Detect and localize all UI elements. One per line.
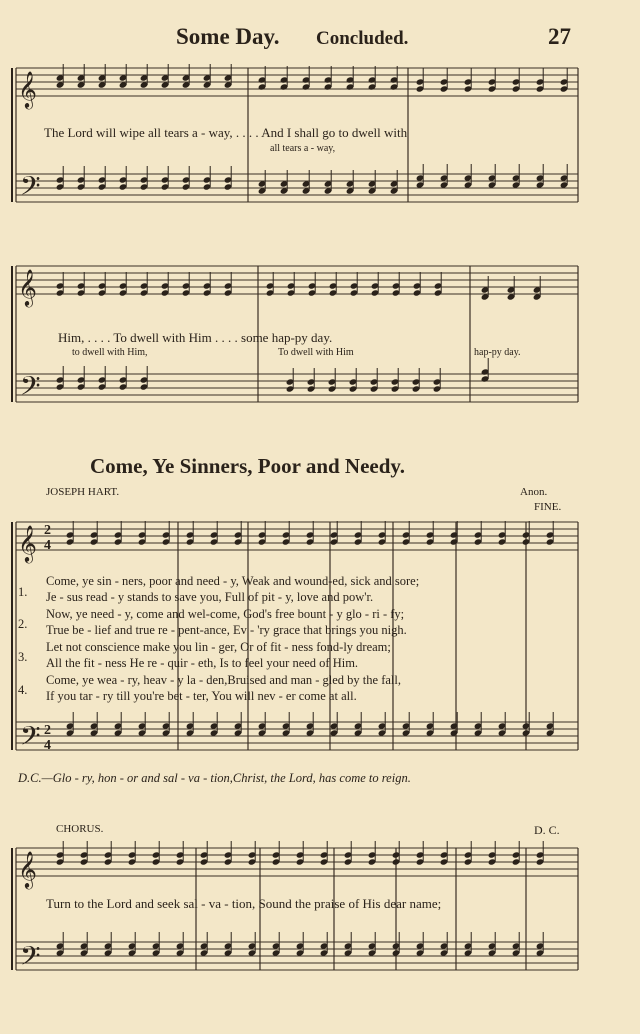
note: [272, 932, 281, 957]
note: [90, 521, 99, 546]
note: [536, 932, 545, 957]
bass-clef-icon: 𝄢: [20, 940, 41, 978]
note: [77, 166, 86, 191]
note: [512, 932, 521, 957]
note: [98, 366, 107, 391]
verse-line: All the fit - ness He re - quir - eth, Is to feel your need of Him.: [46, 656, 359, 670]
note: [481, 358, 490, 383]
note: [536, 164, 545, 189]
note: [302, 66, 311, 91]
verse-line: Je - sus read - y stands to save you, Full of pit - y, love and pow'r.: [46, 590, 374, 604]
note: [512, 164, 521, 189]
note: [56, 366, 65, 391]
note: [474, 712, 483, 737]
note: [440, 932, 449, 957]
note: [114, 521, 123, 546]
note: [258, 712, 267, 737]
note: [152, 841, 161, 866]
lyric-small: To dwell with Him: [278, 347, 354, 358]
note: [488, 932, 497, 957]
note: [392, 272, 401, 297]
note: [354, 521, 363, 546]
note: [416, 68, 425, 93]
note: [349, 368, 358, 393]
verse-line: Come, ye wea - ry, heav - y la - den,Bruised and man - gled by the fall,: [46, 673, 401, 687]
note: [162, 521, 171, 546]
note: [161, 272, 170, 297]
note: [90, 712, 99, 737]
note: [370, 368, 379, 393]
time-signature: 4: [44, 738, 51, 753]
note: [426, 712, 435, 737]
note: [320, 932, 329, 957]
note: [450, 521, 459, 546]
lyric-small: hap-py day.: [474, 347, 521, 358]
note: [56, 841, 65, 866]
note: [344, 932, 353, 957]
verse-number: 1.: [18, 585, 28, 599]
staff-treble-3: [16, 522, 578, 550]
note: [413, 272, 422, 297]
note: [324, 66, 333, 91]
note: [114, 712, 123, 737]
note: [248, 841, 257, 866]
verse-number: 3.: [18, 650, 28, 664]
note: [416, 932, 425, 957]
note: [210, 521, 219, 546]
note: [286, 368, 295, 393]
dc-line: D.C.—Glo - ry, hon - or and sal - va - tion,Christ, the Lord, has come to reign.: [18, 771, 411, 785]
note: [307, 368, 316, 393]
note: [433, 368, 442, 393]
note: [152, 932, 161, 957]
note: [224, 166, 233, 191]
note: [210, 712, 219, 737]
note: [266, 272, 275, 297]
note: [464, 932, 473, 957]
chorus-label: CHORUS.: [56, 823, 104, 835]
note: [412, 368, 421, 393]
note: [536, 841, 545, 866]
hymn-title: Come, Ye Sinners, Poor and Needy.: [90, 454, 405, 478]
note: [440, 841, 449, 866]
note: [56, 166, 65, 191]
note: [176, 841, 185, 866]
note: [104, 841, 113, 866]
note: [560, 68, 569, 93]
note: [350, 272, 359, 297]
note: [498, 521, 507, 546]
note: [234, 712, 243, 737]
note: [140, 366, 149, 391]
note: [66, 712, 75, 737]
note: [128, 841, 137, 866]
note: [546, 712, 555, 737]
note: [440, 164, 449, 189]
note: [296, 932, 305, 957]
bass-clef-icon: 𝄢: [20, 720, 41, 758]
note: [488, 164, 497, 189]
note: [464, 841, 473, 866]
note: [98, 166, 107, 191]
note: [162, 712, 171, 737]
note: [392, 841, 401, 866]
note: [161, 166, 170, 191]
note: [119, 366, 128, 391]
note: [128, 932, 137, 957]
note: [282, 712, 291, 737]
lyric-line: Him, . . . . To dwell with Him . . . . some hap-py day.: [58, 330, 333, 345]
note: [402, 712, 411, 737]
note: [98, 272, 107, 297]
note: [66, 521, 75, 546]
note: [306, 521, 315, 546]
lyric-line: The Lord will wipe all tears a - way, . . . . And I shall go to dwell with: [44, 125, 408, 140]
note: [119, 272, 128, 297]
note: [77, 272, 86, 297]
note: [306, 712, 315, 737]
note: [488, 841, 497, 866]
note: [464, 68, 473, 93]
note: [280, 66, 289, 91]
note: [378, 521, 387, 546]
time-signature: 2: [44, 523, 51, 538]
note: [371, 272, 380, 297]
note: [203, 166, 212, 191]
note: [329, 272, 338, 297]
note: [200, 841, 209, 866]
note: [56, 932, 65, 957]
note: [378, 712, 387, 737]
note: [434, 272, 443, 297]
note: [234, 521, 243, 546]
note: [200, 932, 209, 957]
note: [104, 932, 113, 957]
time-signature: 2: [44, 723, 51, 738]
staff-bass-3: [16, 722, 578, 750]
note: [272, 841, 281, 866]
note: [390, 66, 399, 91]
treble-clef-icon: 𝄞: [18, 268, 37, 306]
note: [512, 841, 521, 866]
note: [416, 164, 425, 189]
bass-clef-icon: 𝄢: [20, 170, 41, 208]
song-title: Some Day.: [176, 24, 280, 49]
note: [138, 712, 147, 737]
note: [344, 841, 353, 866]
dc-mark: D. C.: [534, 823, 560, 837]
note: [186, 712, 195, 737]
note: [287, 272, 296, 297]
note: [560, 164, 569, 189]
note: [474, 521, 483, 546]
note: [354, 712, 363, 737]
note: [426, 521, 435, 546]
note: [182, 272, 191, 297]
note: [203, 272, 212, 297]
note: [258, 521, 267, 546]
note: [224, 272, 233, 297]
note: [440, 68, 449, 93]
verse-line: Come, ye sin - ners, poor and need - y, Weak and wound-ed, sick and sore;: [46, 574, 420, 588]
note: [368, 66, 377, 91]
note: [138, 521, 147, 546]
verse-line: Now, ye need - y, come and wel-come, God's free bount - y glo - ri - fy;: [46, 607, 405, 621]
staff-treble-2: [16, 266, 578, 294]
note: [140, 272, 149, 297]
note: [258, 66, 267, 91]
time-signature: 4: [44, 538, 51, 553]
verse-line: Let not conscience make you lin - ger, Or of fit - ness fond-ly dream;: [46, 640, 391, 654]
treble-clef-icon: 𝄞: [18, 850, 37, 888]
treble-clef-icon: 𝄞: [18, 524, 37, 562]
note: [402, 521, 411, 546]
note: [488, 68, 497, 93]
song-subtitle: Concluded.: [316, 28, 409, 49]
note: [536, 68, 545, 93]
note: [308, 272, 317, 297]
note: [416, 841, 425, 866]
lyric-small: all tears a - way,: [270, 143, 336, 154]
note: [330, 521, 339, 546]
note: [546, 521, 555, 546]
note: [224, 841, 233, 866]
note: [224, 932, 233, 957]
note: [56, 272, 65, 297]
fine-mark: FINE.: [534, 501, 562, 513]
bass-clef-icon: 𝄢: [20, 370, 41, 408]
treble-clef-icon: 𝄞: [18, 70, 37, 108]
page-number: 27: [548, 24, 571, 49]
composer: Anon.: [520, 486, 548, 498]
note: [512, 68, 521, 93]
note: [248, 932, 257, 957]
note: [391, 368, 400, 393]
note: [450, 712, 459, 737]
verse-line: True be - lief and true re - pent-ance, Ev - 'ry grace that brings you nigh.: [46, 623, 407, 637]
note: [119, 166, 128, 191]
verse-line: If you tar - ry till you're bet - ter, You will nev - er come at all.: [46, 689, 357, 703]
chorus-lyric: Turn to the Lord and seek sal - va - tion, Sound the praise of His dear name;: [46, 896, 442, 911]
lyric-small: to dwell with Him,: [72, 347, 148, 358]
note: [498, 712, 507, 737]
note: [296, 841, 305, 866]
note: [182, 166, 191, 191]
note: [80, 932, 89, 957]
note: [368, 932, 377, 957]
note: [77, 366, 86, 391]
note: [80, 841, 89, 866]
note: [282, 521, 291, 546]
note: [346, 66, 355, 91]
note: [320, 841, 329, 866]
note: [368, 841, 377, 866]
note: [186, 521, 195, 546]
verse-number: 2.: [18, 617, 28, 631]
note: [176, 932, 185, 957]
note: [330, 712, 339, 737]
note: [140, 166, 149, 191]
verse-number: 4.: [18, 683, 28, 697]
note: [464, 164, 473, 189]
note: [328, 368, 337, 393]
author: JOSEPH HART.: [46, 486, 120, 498]
